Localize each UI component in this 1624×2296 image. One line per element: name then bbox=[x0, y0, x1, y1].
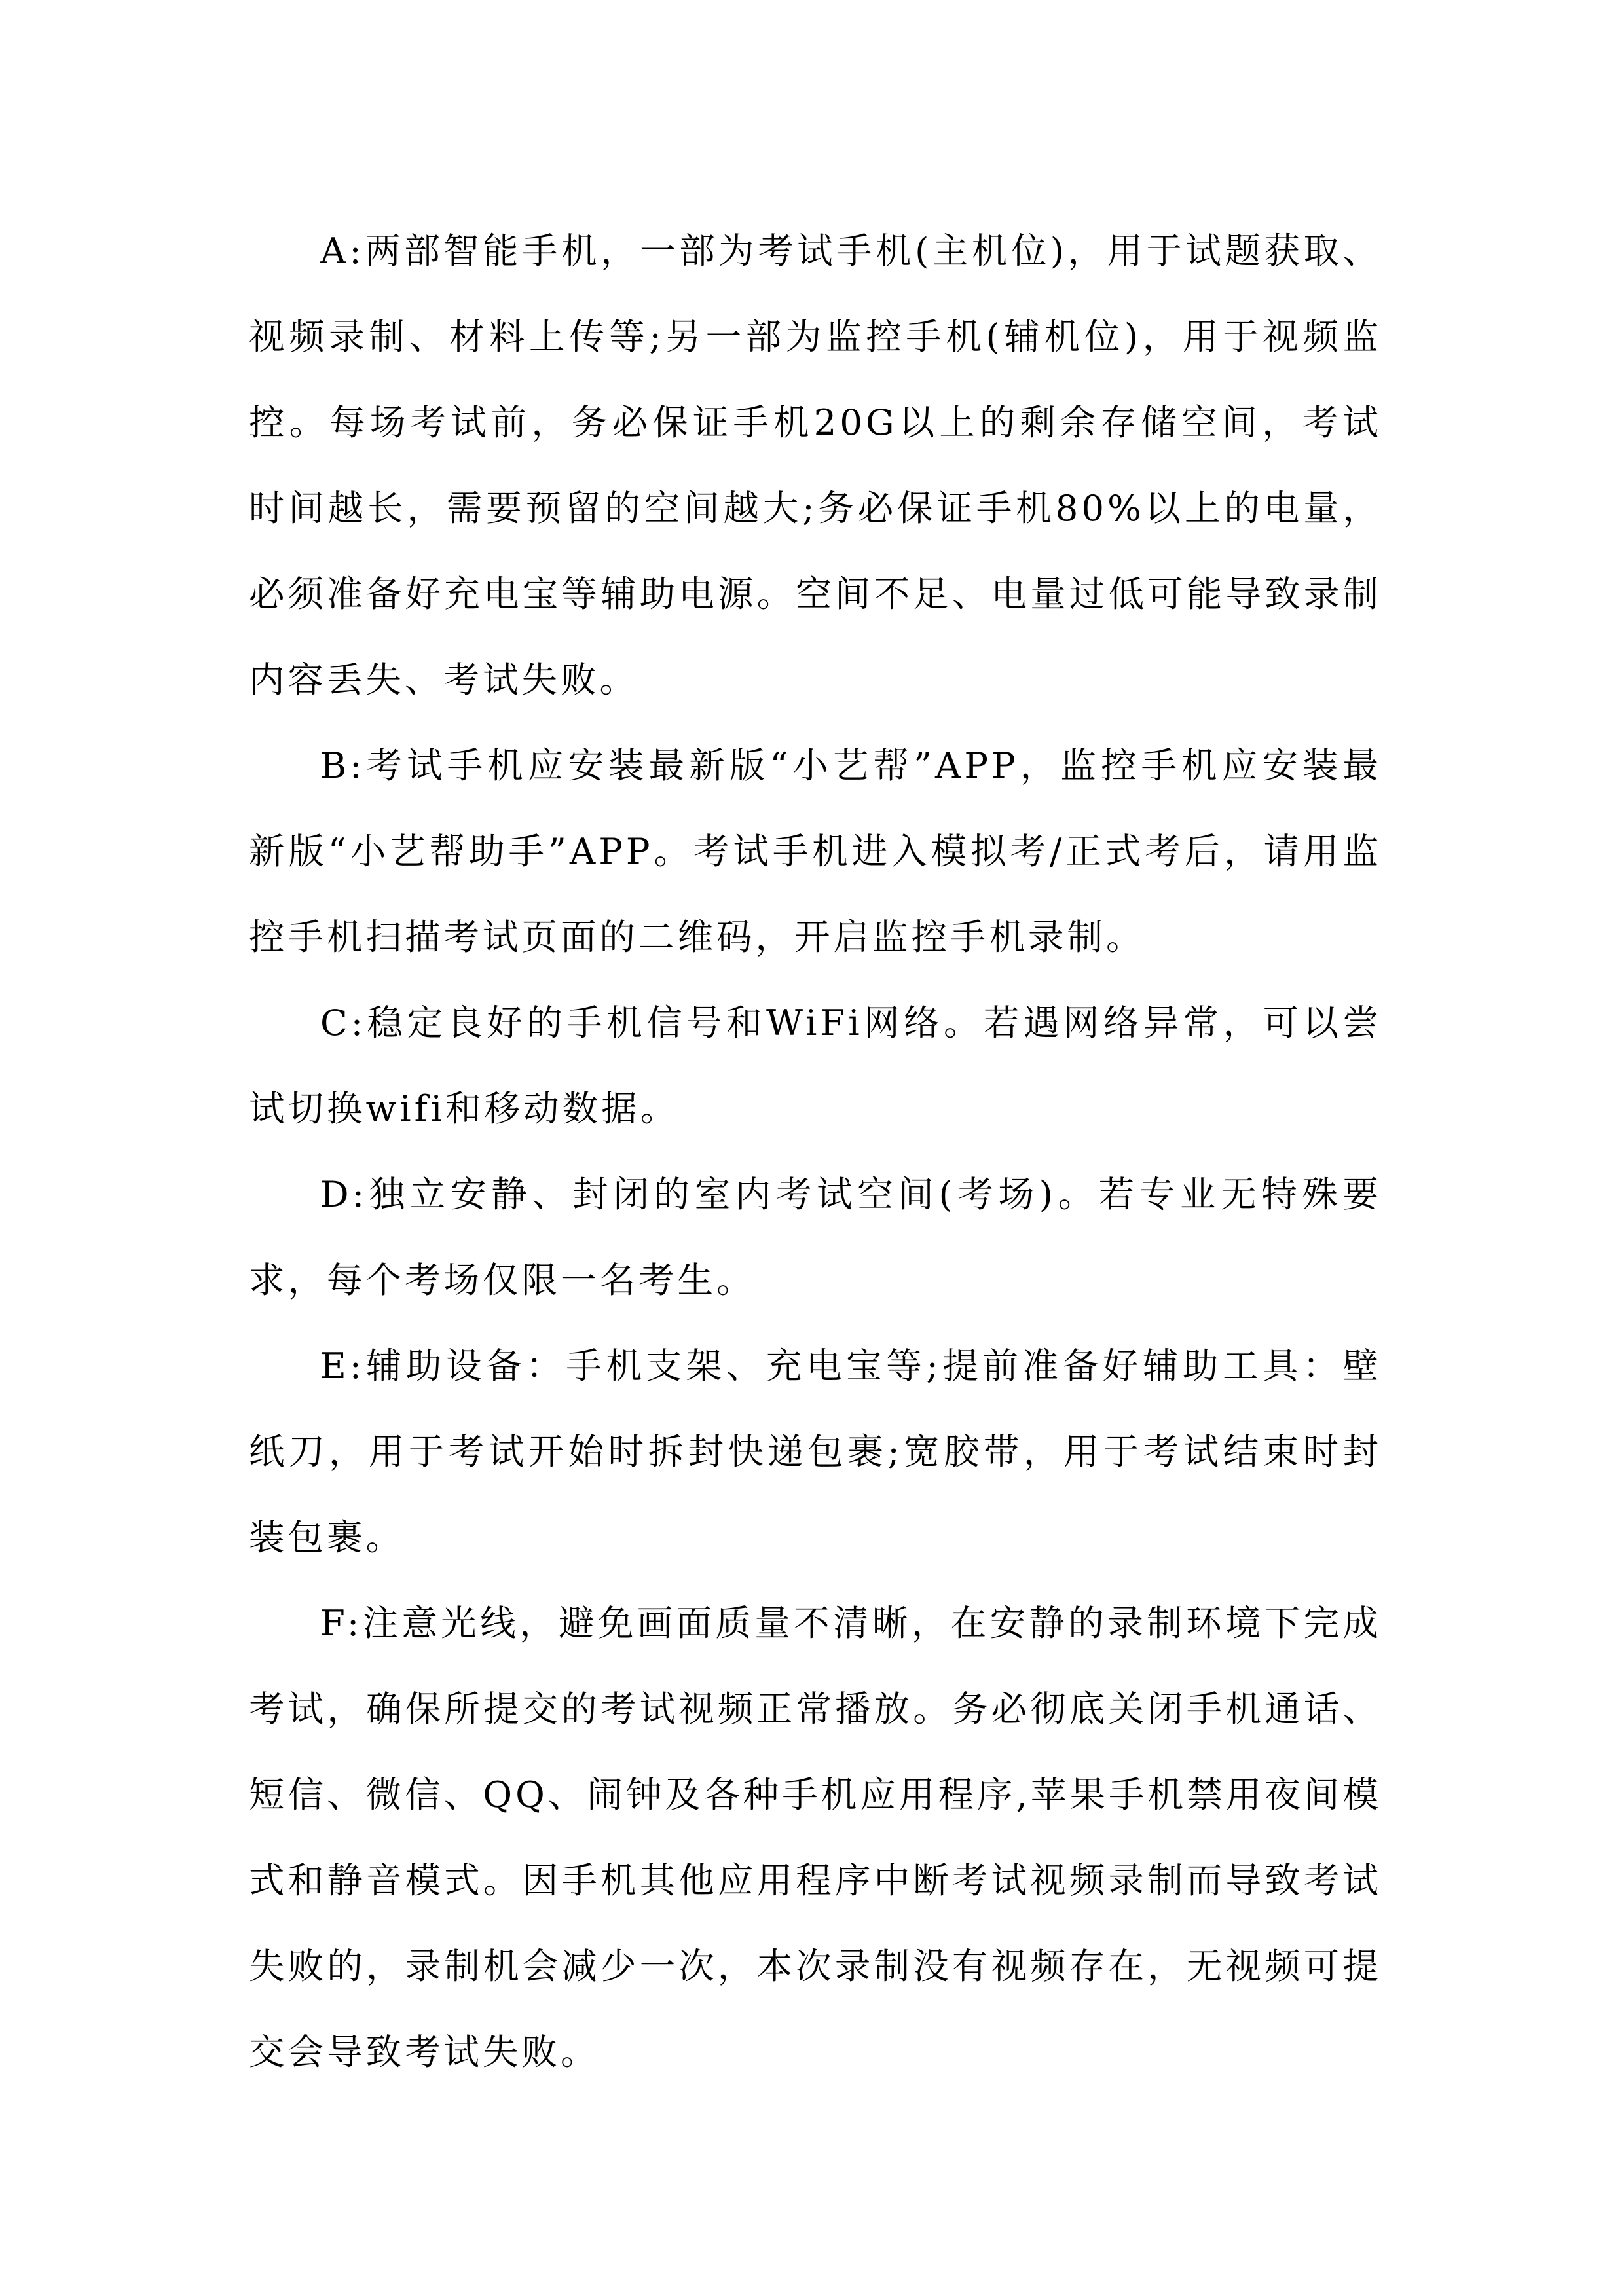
paragraph-c: C:稳定良好的手机信号和WiFi网络。若遇网络异常，可以尝试切换wifi和移动数据。 bbox=[249, 1002, 1382, 1129]
paragraph-e: E:辅助设备：手机支架、充电宝等;提前准备好辅助工具：壁纸刀，用于考试开始时拆封快递包裹;宽胶带，用于考试结束时封装包裹。 bbox=[249, 1345, 1382, 1558]
paragraph-d: D:独立安静、封闭的室内考试空间(考场)。若专业无特殊要求，每个考场仅限一名考生。 bbox=[249, 1173, 1382, 1301]
document-body bbox=[249, 208, 1382, 2095]
paragraph-b: B:考试手机应安装最新版“小艺帮”APP，监控手机应安装最新版“小艺帮助手”APP。考试手机进入模拟考/正式考后，请用监控手机扫描考试页面的二维码，开启监控手机录制。 bbox=[249, 744, 1382, 958]
paragraph-f: F:注意光线，避免画面质量不清晰，在安静的录制环境下完成考试，确保所提交的考试视频正常播放。务必彻底关闭手机通话、短信、微信、QQ、闹钟及各种手机应用程序,苹果手机禁用夜间模式和静音模式。因手机其他应用程序中断考试视频录制而导致考试失败的，录制机会减少一次，本次录制没有视频存在，无视频可提交会导致考试失败。 bbox=[249, 1602, 1382, 2073]
paragraph-a: A:两部智能手机，一部为考试手机(主机位)，用于试题获取、视频录制、材料上传等;另一部为监控手机(辅机位)，用于视频监控。每场考试前，务必保证手机20G以上的剩余存储空间，考试时间越长，需要预留的空间越大;务必保证手机80%以上的电量，必须准备好充电宝等辅助电源。空间不足、电量过低可能导致录制内容丢失、考试失败。 bbox=[249, 230, 1382, 701]
